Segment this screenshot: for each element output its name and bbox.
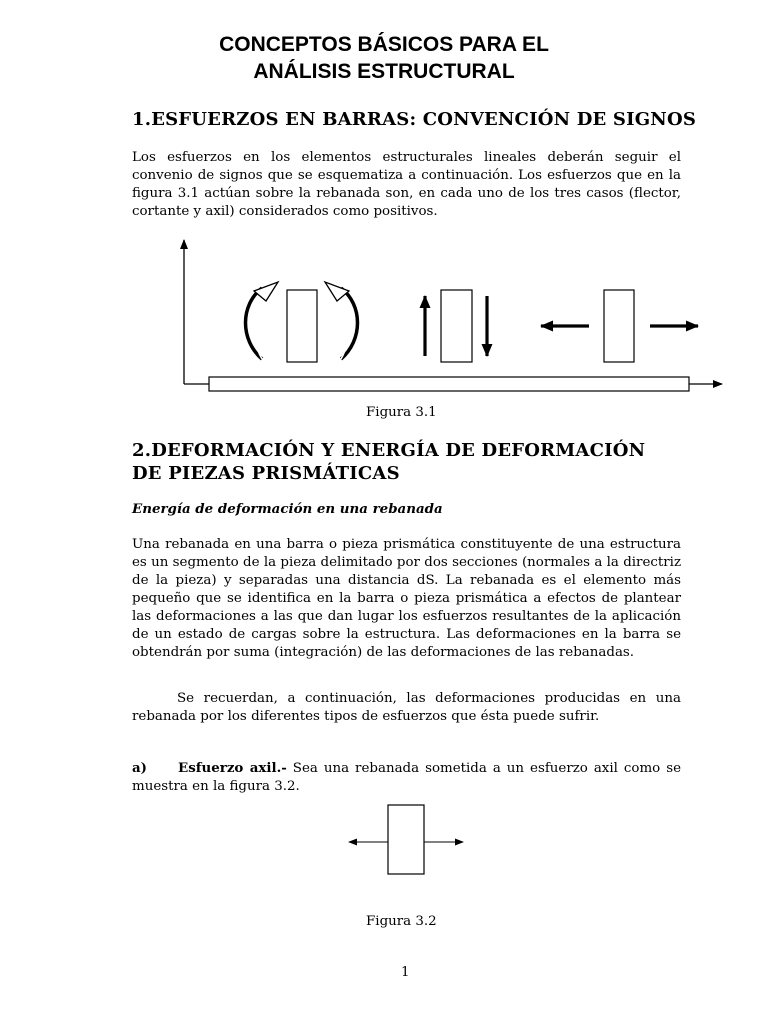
section-1-heading: 1.ESFUERZOS EN BARRAS: CONVENCIÓN DE SIGNOS xyxy=(132,109,697,130)
beam xyxy=(209,377,689,391)
slice-axial xyxy=(604,290,634,362)
section-1-paragraph: Los esfuerzos en los elementos estructurales lineales deberán seguir el convenio de signos que se esquematiza a continuación. Los esfuerzos que en la figura 3.1 actúan sobre la rebanada son, en cada uno de los tres casos (flector, cortante y axil) considerados como positivos. xyxy=(132,150,681,219)
item-a-text: Sea una rebanada sometida a un esfuerzo axil como se muestra en la figura 3.2. xyxy=(132,761,681,794)
slice-shear xyxy=(441,290,472,362)
section-2-paragraph-2: Se recuerdan, a continuación, las deformaciones producidas en una rebanada por los diferentes tipos de esfuerzos que ésta puede sufrir. xyxy=(132,691,681,724)
section-2-heading-line-1: 2.DEFORMACIÓN Y ENERGÍA DE DEFORMACIÓN xyxy=(132,440,646,461)
section-2-heading-line-2: DE PIEZAS PRISMÁTICAS xyxy=(132,463,400,484)
figure-3-1-caption: Figura 3.1 xyxy=(366,405,437,420)
figure-3-1 xyxy=(0,0,768,420)
document-title-line-1: CONCEPTOS BÁSICOS PARA EL xyxy=(219,33,549,56)
bending-moment-left-arrow xyxy=(246,282,279,359)
subheading-energia: Energía de deformación en una rebanada xyxy=(132,501,443,517)
bending-moment-right-arrow xyxy=(325,282,358,359)
figure-3-2-caption: Figura 3.2 xyxy=(366,914,437,929)
slice-axial-fig32 xyxy=(388,805,424,874)
item-a-term: Esfuerzo axil.- xyxy=(178,760,287,776)
document-title-line-2: ANÁLISIS ESTRUCTURAL xyxy=(253,60,515,83)
page-number: 1 xyxy=(401,965,410,980)
figure-3-2 xyxy=(0,790,768,890)
item-a-label: a) xyxy=(132,760,148,776)
slice-bending xyxy=(287,290,317,362)
section-2-paragraph-1: Una rebanada en una barra o pieza prismática constituyente de una estructura es un segmento de la pieza delimitado por dos secciones (normales a la directriz de la pieza) y separadas una distancia dS. La rebanada es el elemento más pequeño que se identifica en la barra o pieza prismática a efectos de plantear las deformaciones a las que dan lugar los esfuerzos resultantes de la aplicación de un estado de cargas sobre la estructura. Las deformaciones en la barra se obtendrán por suma (integración) de las deformaciones de las rebanadas. xyxy=(132,537,681,660)
